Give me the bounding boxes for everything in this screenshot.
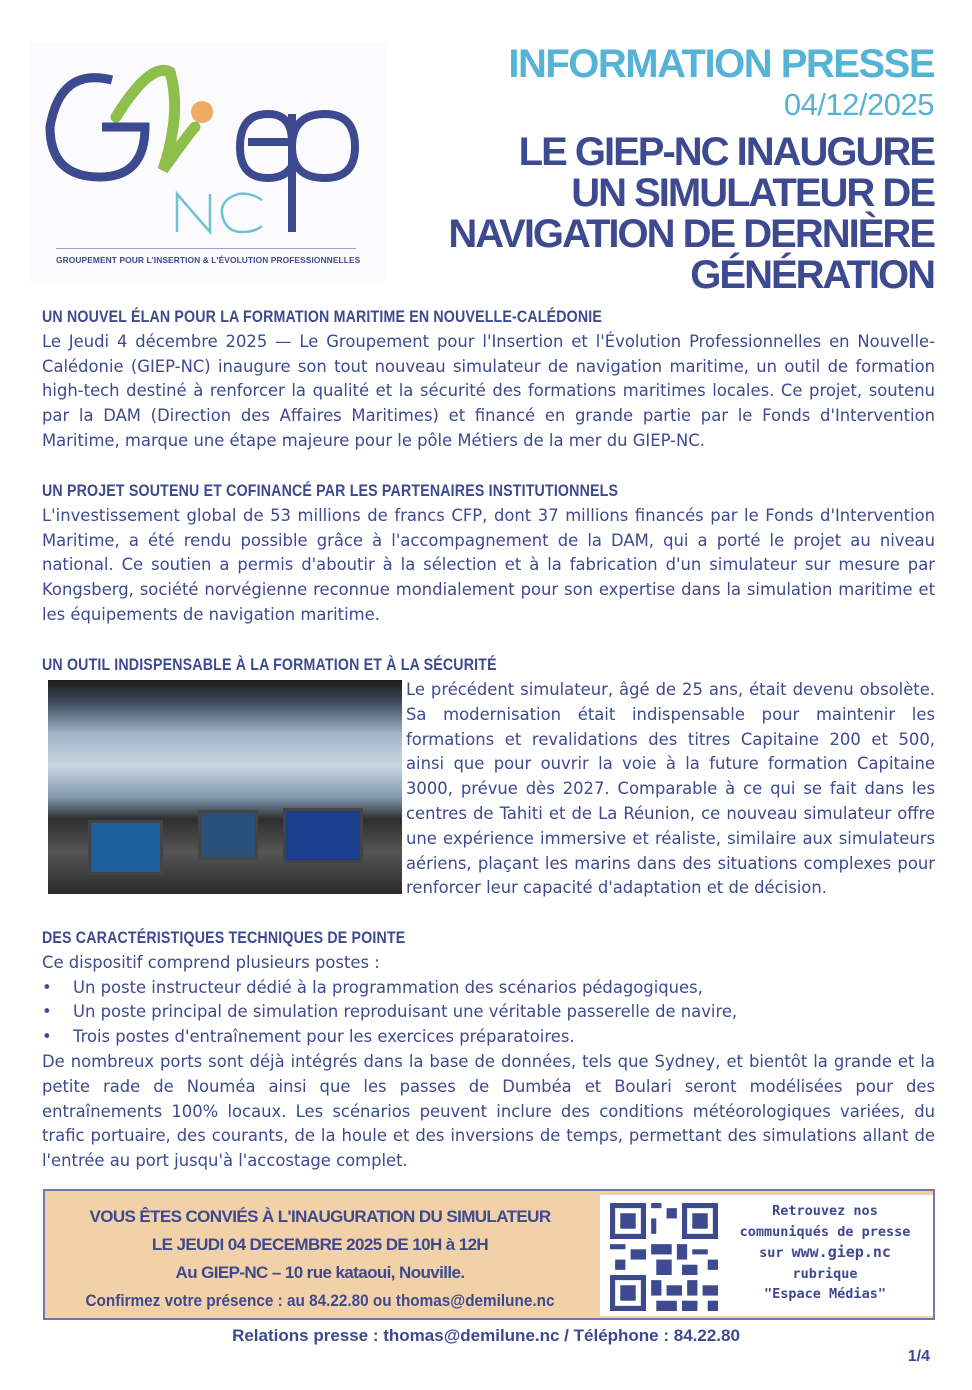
section-body: Le Jeudi 4 décembre 2025 — Le Groupement pour l'Insertion et l'Évolution Professionnelles en Nouvelle-Calédonie (GIEP-NC) inaugure son tout nouveau simulateur de navigation maritime, un outil de formation high-tech destiné à renforcer la qualité et la sécurité des formations maritimes locales. Ce projet, soutenu par la DAM (Direction des Affaires Maritimes) et financé en grande partie par le Fonds d'Intervention Maritime, marque une étape majeure pour le pôle Métiers de la mer du GIEP-NC.: [42, 331, 935, 450]
section-2: [42, 479, 935, 628]
logo-tagline: GROUPEMENT POUR L'INSERTION & L'ÉVOLUTION PROFESSIONNELLES: [56, 255, 361, 265]
chart-screen: [88, 820, 163, 875]
section-body: De nombreux ports sont déjà intégrés dans la base de données, tels que Sydney, et bientôt la grande et la petite rade de Nouméa ainsi que les passes de Dumbéa et Boulari seront modélisées pour des entraînements 100% locaux. Les scénarios peuvent inclure des conditions météorologiques variées, du trafic portuaire, des courants, de la houle et des inversions de temps, permettant des simulations allant de l'entrée au port jusqu'à l'accostage complet.: [42, 1051, 935, 1171]
qr-panel: [600, 1195, 933, 1316]
qr-caption-line: communiqués de presse: [739, 1223, 911, 1240]
invite-confirm: Confirmez votre présence : au 84.22.80 ou thomas@demilune.nc: [85, 1291, 555, 1310]
press-date: 04/12/2025: [783, 87, 934, 122]
invite-line: Au GIEP-NC – 10 rue kataoui, Nouville.: [175, 1263, 465, 1282]
section-3-heading-wrap: [42, 653, 935, 678]
invite-line: LE JEUDI 04 DECEMBRE 2025 DE 10H à 12H: [151, 1235, 489, 1254]
section-4: [42, 926, 935, 1174]
qr-code-icon[interactable]: [610, 1203, 718, 1311]
press-header: [448, 42, 934, 296]
section-body: Le précédent simulateur, âgé de 25 ans, était devenu obsolète. Sa modernisation était indispensable pour maintenir les formations et revalidations des titres Capitaine 200 et 500, ainsi que pour ouvrir la voie à la future formation Capitaine 3000, prévue dès 2027. Comparable à ce qui se fait dans les centres de Tahiti et de La Réunion, ce nouveau simulateur offre une expérience immersive et réaliste, similaire aux simulateurs aériens, plaçant les marins dans des situations complexes pour renforcer leur capacité d'adaptation et de décision.: [406, 680, 935, 898]
invitation-text: [45, 1203, 595, 1315]
section-heading: UN NOUVEL ÉLAN POUR LA FORMATION MARITIME EN NOUVELLE-CALÉDONIE: [42, 308, 603, 326]
qr-caption-line: Retrouvez nos: [772, 1203, 878, 1219]
section-body: L'investissement global de 53 millions de francs CFP, dont 37 millions financés par le Fonds d'Intervention Maritime, a été rendu possible grâce à l'accompagnement de la DAM, qui a porté le projet au niveau national. Ce soutien a permis d'aboutir à la sélection et à la fabrication d'un simulateur sur mesure par Kongsberg, société norvégienne reconnue mondialement pour son expertise dans la simulation maritime et les équipements de navigation maritime.: [42, 505, 935, 624]
console-screen: [198, 810, 258, 860]
title-line: NAVIGATION DE DERNIÈRE: [448, 212, 934, 256]
qr-caption: [725, 1201, 925, 1305]
qr-caption-prefix: sur: [759, 1245, 792, 1262]
title-line: UN SIMULATEUR DE: [571, 171, 934, 215]
section-heading: DES CARACTÉRISTIQUES TECHNIQUES DE POINTE: [42, 929, 406, 947]
radar-screen: [283, 808, 363, 863]
simulator-photo: [48, 680, 402, 894]
qr-caption-line: [725, 1242, 925, 1264]
section-heading: UN PROJET SOUTENU ET COFINANCÉ PAR LES PARTENAIRES INSTITUTIONNELS: [42, 482, 619, 500]
feature-list: [42, 976, 935, 1050]
qr-caption-line: rubrique: [792, 1265, 858, 1282]
invitation-box: [43, 1189, 935, 1320]
section-heading: UN OUTIL INDISPENSABLE À LA FORMATION ET À LA SÉCURITÉ: [42, 656, 497, 674]
section-1: [42, 305, 935, 454]
page-number: 1/4: [907, 1348, 930, 1365]
website-link[interactable]: www.giep.nc: [791, 1243, 891, 1262]
section-intro: Ce dispositif comprend plusieurs postes :: [42, 952, 380, 972]
invite-line: VOUS ÊTES CONVIÉS À L'INAUGURATION DU SIMULATEUR: [89, 1207, 551, 1226]
press-kicker: INFORMATION PRESSE: [508, 42, 934, 86]
giep-logo: [30, 42, 385, 282]
list-item: • Un poste principal de simulation reproduisant une véritable passerelle de navire,: [42, 1000, 935, 1025]
title-line: GÉNÉRATION: [690, 253, 934, 297]
qr-caption-line: "Espace Médias": [764, 1286, 886, 1303]
title-line: LE GIEP-NC INAUGURE: [518, 130, 934, 174]
press-title: [448, 132, 934, 296]
press-contact: Relations presse : thomas@demilune.nc / Téléphone : 84.22.80: [232, 1326, 740, 1345]
list-item: • Un poste instructeur dédié à la programmation des scénarios pédagogiques,: [42, 976, 935, 1001]
logo-divider: [56, 248, 356, 249]
list-item: • Trois postes d'entraînement pour les exercices préparatoires.: [42, 1025, 935, 1050]
